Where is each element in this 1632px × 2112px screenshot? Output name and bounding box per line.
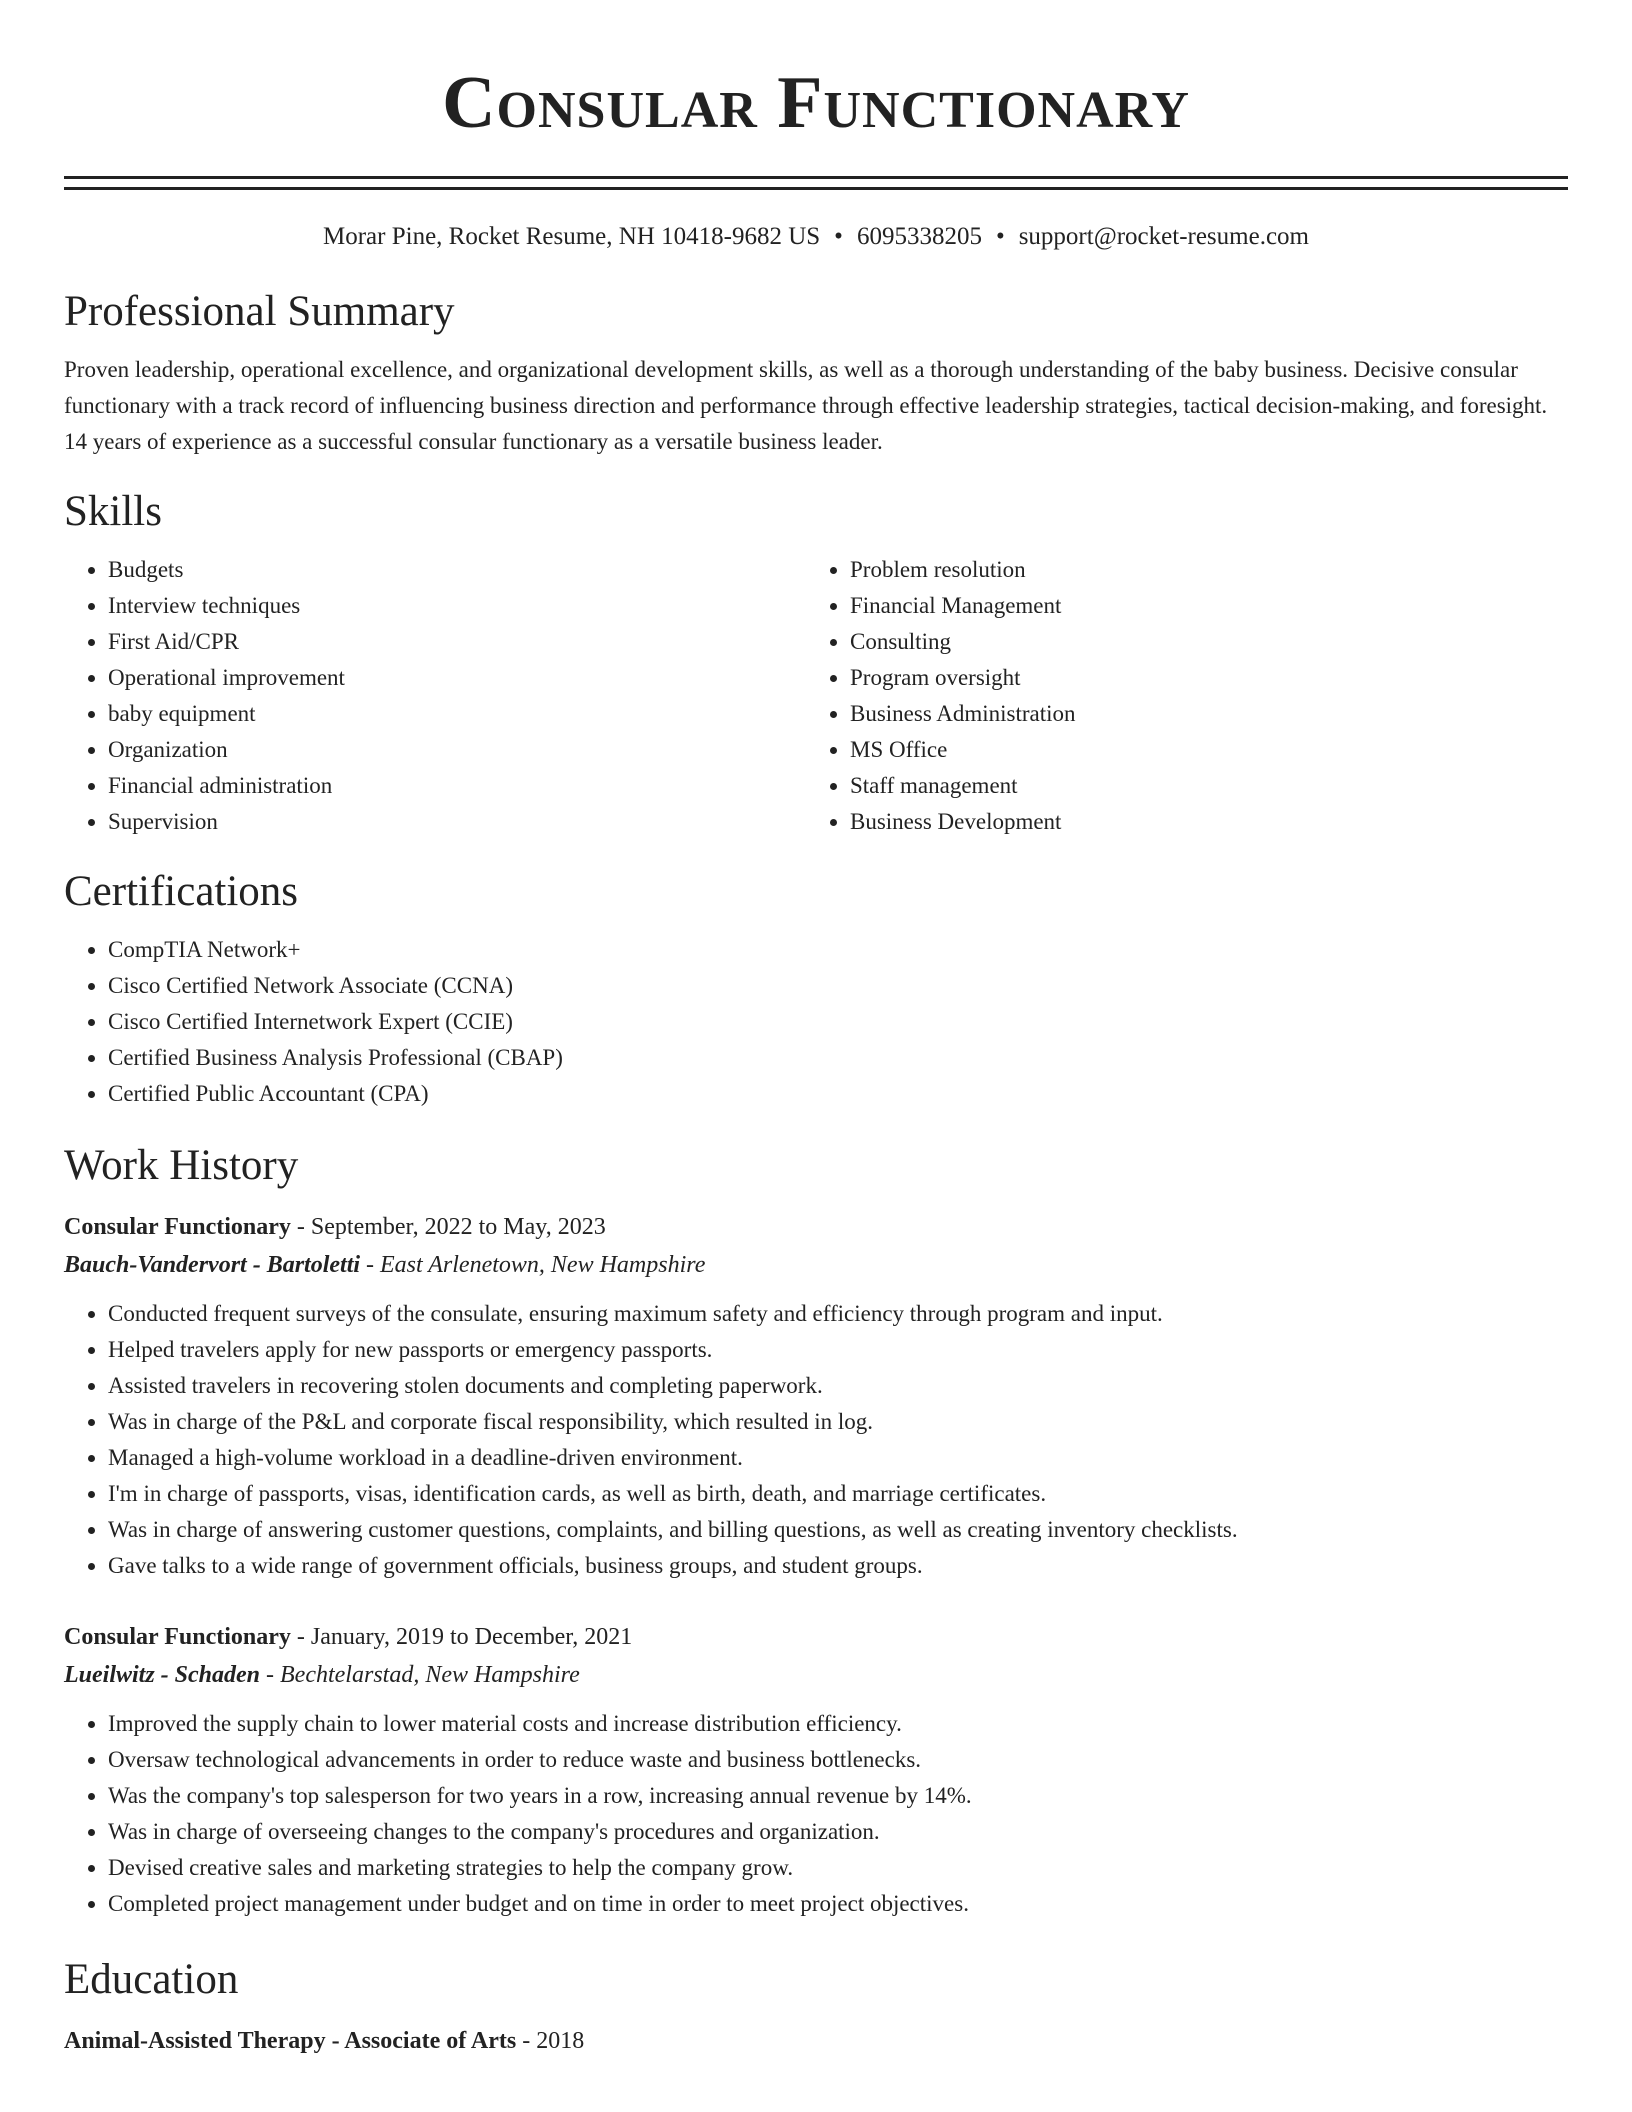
- certification-item: • Certified Business Analysis Professional (CBAP): [108, 1040, 1568, 1076]
- job-title-line: [64, 1618, 1568, 1656]
- skills-section: [64, 484, 1568, 840]
- job-duty: • Gave talks to a wide range of government officials, business groups, and student groups.: [108, 1548, 1568, 1584]
- job-duty: • Was the company's top salesperson for two years in a row, increasing annual revenue by 14%.: [108, 1778, 1568, 1814]
- skill-item: • Operational improvement: [108, 660, 806, 696]
- skill-item: • Consulting: [850, 624, 1548, 660]
- skill-item: • First Aid/CPR: [108, 624, 806, 660]
- skills-list-right: [806, 552, 1548, 840]
- certifications-section: [64, 864, 1568, 1112]
- contact-line: [64, 220, 1568, 254]
- job-duty: • Managed a high-volume workload in a deadline-driven environment.: [108, 1440, 1568, 1476]
- skill-item: • Interview techniques: [108, 588, 806, 624]
- skill-item: • Staff management: [850, 768, 1548, 804]
- skill-item: • Supervision: [108, 804, 806, 840]
- skill-item: • Program oversight: [850, 660, 1548, 696]
- job-dates: - September, 2022 to May, 2023: [290, 1214, 606, 1240]
- job-location: - East Arlenetown, New Hampshire: [360, 1252, 706, 1278]
- job-employer-line: [64, 1246, 1568, 1284]
- job-dates: - January, 2019 to December, 2021: [290, 1624, 633, 1650]
- job-duty: • I'm in charge of passports, visas, identification cards, as well as birth, death, and marriage certificates.: [108, 1476, 1568, 1512]
- section-heading: Professional Summary: [64, 288, 455, 335]
- work-history-section: [64, 1138, 1568, 1922]
- skill-item: • MS Office: [850, 732, 1548, 768]
- education-degree: Animal-Assisted Therapy - Associate of Arts: [64, 2028, 517, 2054]
- skill-item: • baby equipment: [108, 696, 806, 732]
- skill-item: • Business Administration: [850, 696, 1548, 732]
- section-heading: Education: [64, 1956, 239, 2003]
- job-entry: [64, 1208, 1568, 1584]
- contact-phone: 6095338205: [856, 223, 982, 250]
- job-duty: • Was in charge of answering customer questions, complaints, and billing questions, as well as creating inventory checklists.: [108, 1512, 1568, 1548]
- job-duty: • Was in charge of overseeing changes to the company's procedures and organization.: [108, 1814, 1568, 1850]
- job-role: Consular Functionary: [64, 1624, 291, 1650]
- skills-grid: [64, 540, 1568, 840]
- job-duty: • Devised creative sales and marketing strategies to help the company grow.: [108, 1850, 1568, 1886]
- job-duty: • Completed project management under budget and on time in order to meet project objectives.: [108, 1886, 1568, 1922]
- job-employer: Bauch-Vandervort - Bartoletti: [64, 1252, 361, 1278]
- certification-item: • CompTIA Network+: [108, 932, 1568, 968]
- job-role: Consular Functionary: [64, 1214, 291, 1240]
- job-duty: • Helped travelers apply for new passports or emergency passports.: [108, 1332, 1568, 1368]
- skill-item: • Business Development: [850, 804, 1548, 840]
- job-title-line: [64, 1208, 1568, 1246]
- job-duties-list: [64, 1296, 1568, 1584]
- skill-item: • Problem resolution: [850, 552, 1548, 588]
- job-entry: [64, 1618, 1568, 1922]
- section-heading: Certifications: [64, 868, 299, 915]
- certification-item: • Cisco Certified Internetwork Expert (CCIE): [108, 1004, 1568, 1040]
- contact-separator: •: [995, 223, 1005, 250]
- job-duty: • Oversaw technological advancements in order to reduce waste and business bottlenecks.: [108, 1742, 1568, 1778]
- education-year: - 2018: [516, 2028, 585, 2054]
- job-duties-list: [64, 1706, 1568, 1922]
- skill-item: • Organization: [108, 732, 806, 768]
- skills-list-left: [64, 552, 806, 840]
- skill-item: • Financial Management: [850, 588, 1548, 624]
- job-employer-line: [64, 1656, 1568, 1694]
- education-entry: [64, 2022, 1568, 2060]
- job-location: - Bechtelarstad, New Hampshire: [260, 1662, 580, 1688]
- section-heading: Work History: [64, 1142, 299, 1189]
- job-duty: • Conducted frequent surveys of the consulate, ensuring maximum safety and efficiency through program and input.: [108, 1296, 1568, 1332]
- summary-text: Proven leadership, operational excellence, and organizational development skills, as well as a thorough understanding of the baby business. Decisive consular functionary with a track record of influencing business direction and performance through effective leadership strategies, tactical decision-making, and foresight. 14 years of experience as a successful consular functionary as a versatile business leader.: [64, 357, 1548, 454]
- certification-item: • Certified Public Accountant (CPA): [108, 1076, 1568, 1112]
- professional-summary-section: [64, 284, 1568, 460]
- skill-item: • Budgets: [108, 552, 806, 588]
- education-section: [64, 1952, 1568, 2060]
- certifications-list: [64, 932, 1568, 1112]
- contact-email: support@rocket-resume.com: [1018, 223, 1309, 250]
- skill-item: • Financial administration: [108, 768, 806, 804]
- resume-name: Consular Functionary: [442, 62, 1190, 144]
- header-double-rule: [64, 176, 1568, 190]
- job-duty: • Was in charge of the P&L and corporate fiscal responsibility, which resulted in log.: [108, 1404, 1568, 1440]
- certification-item: • Cisco Certified Network Associate (CCNA): [108, 968, 1568, 1004]
- section-heading: Skills: [64, 488, 162, 535]
- job-employer: Lueilwitz - Schaden: [64, 1662, 261, 1688]
- job-duty: • Assisted travelers in recovering stolen documents and completing paperwork.: [108, 1368, 1568, 1404]
- job-duty: • Improved the supply chain to lower material costs and increase distribution efficiency.: [108, 1706, 1568, 1742]
- contact-address: Morar Pine, Rocket Resume, NH 10418-9682 US: [323, 223, 821, 250]
- contact-separator: •: [834, 223, 843, 250]
